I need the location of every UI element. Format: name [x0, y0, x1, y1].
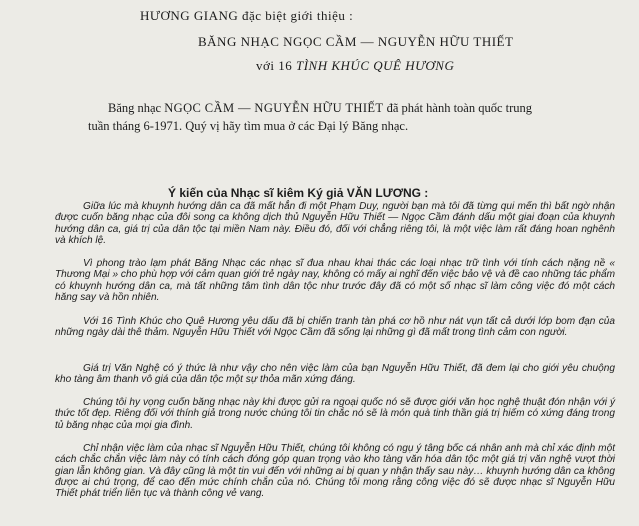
paragraph-4: Giá trị Văn Nghệ có ý thức là như vậy cho nên việc làm của bạn Nguyễn Hữu Thiết, đã đem lại cho giới yêu chuộng kho tàng âm thanh vô giá của dân tộc một sự thỏa mãn xứng đáng.	[55, 363, 615, 386]
paragraph-6: Chỉ nhận việc làm của nhạc sĩ Nguyễn Hữu Thiết, chúng tôi không có ngụ ý tâng bốc cá nhân anh mà chỉ xác định một cách chắc chắn việc làm này có tính cách đóng góp quan trọng vào kho tàng văn hóa dân tộc một giá trị văn nghệ vượt thời gian lẫn không gian. Và đây cũng là một tin vui đến với những ai bị quan y nhận thấy sau này… khuynh hướng dân ca không được ai chú trọng, để cao đến mức chính chắn của nó. Chúng tôi mong rằng công việc đó sẽ được nhạc sĩ Nguyễn Hữu Thiết phát triển liên tục và thành công vẻ vang.	[55, 443, 615, 500]
intro-line-1	[108, 101, 532, 116]
intro-text-names: NGỌC CẦM — NGUYỄN HỮU THIẾT	[164, 101, 384, 115]
paragraph-1: Giữa lúc mà khuynh hướng dân ca đã mất hẳn đi một Phạm Duy, người bạn mà tôi đã từng qui mến thì bất ngờ nhận được cuốn băng nhạc của đôi song ca không dịch thủ Nguyễn Hữu Thiết — Ngọc Cầm đánh dấu một giai đoạn của khuynh hướng dân ca, giá trị của dân tộc tại miền Nam này. Điều đó, đối với chẳng riêng tôi, là một việc làm rất đáng hoan nghênh và khích lệ.	[55, 201, 615, 246]
header-line-3	[256, 58, 454, 74]
header-line-1: HƯƠNG GIANG đặc biệt giới thiệu :	[140, 8, 354, 23]
header-line-2: BĂNG NHẠC NGỌC CẦM — NGUYỄN HỮU THIẾT	[198, 34, 514, 49]
intro-line-2: tuần tháng 6-1971. Quý vị hãy tìm mua ở các Đại lý Băng nhạc.	[88, 119, 409, 133]
paragraph-5: Chúng tôi hy vọng cuốn băng nhạc này khi được gửi ra ngoại quốc nó sẽ được giới văn học nghệ thuật đón nhận với ý thức tốt đẹp. Riêng đối với thính giả trong nước chúng tôi tin chắc nó sẽ là món quà tinh thần giá trị hiếm có xứng đáng trong tủ băng nhạc của mọi gia đình.	[55, 397, 615, 431]
intro-text-a: Băng nhạc	[108, 101, 162, 115]
section-title: Ý kiến của Nhạc sĩ kiêm Ký giả VĂN LƯƠNG :	[168, 186, 429, 200]
paragraph-3: Với 16 Tình Khúc cho Quê Hương yêu dấu đã bị chiến tranh tàn phá cơ hồ như nát vụn tất cả dưới lớp bom đạn của những ngày dài thê thảm. Nguyễn Hữu Thiết với Ngọc Cầm đã sống lại những gì đã mất trong tình cảm con người.	[55, 316, 615, 339]
header-line-3-prefix: với 16	[256, 58, 293, 73]
paragraph-2: Vì phong trào lạm phát Băng Nhạc các nhạc sĩ đua nhau khai thác các loại nhạc trữ tình với tính cách nặng nề « Thương Mại » cho phù hợp với cảm quan giới trẻ ngày nay, không có mấy ai nghĩ đến việc bảo vệ và đề cao những tác phẩm có khuynh hướng dân ca, mà tất những tâm tình dân tộc như trước đây đã có một số nhạc sĩ làm công việc đó một cách hăng say và hồn nhiên.	[55, 258, 615, 303]
header-line-3-emphasis: TÌNH KHÚC QUÊ HƯƠNG	[296, 58, 455, 73]
intro-text-c: đã phát hành toàn quốc trung	[386, 101, 533, 115]
